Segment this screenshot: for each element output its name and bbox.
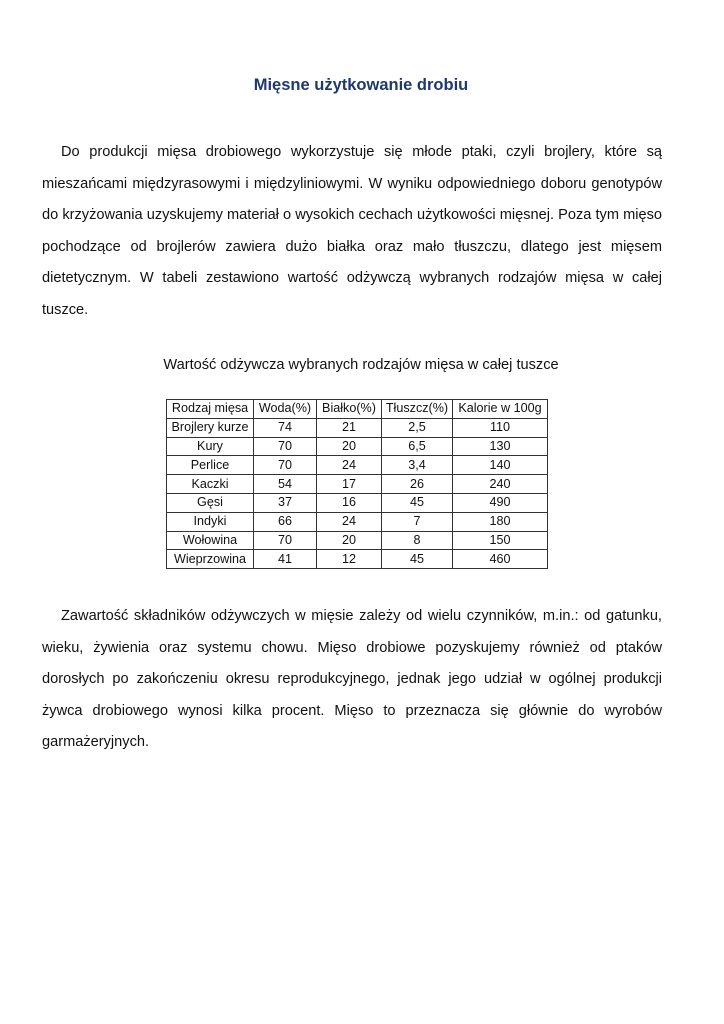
table-row [167,437,548,456]
cell-calories: 150 [453,531,548,550]
cell-protein: 21 [317,418,382,437]
table-row [167,550,548,569]
cell-meat-type: Gęsi [167,493,254,512]
cell-protein: 24 [317,512,382,531]
header-fat: Tłuszcz(%) [382,400,453,419]
cell-calories: 110 [453,418,548,437]
cell-meat-type: Wołowina [167,531,254,550]
table-row [167,512,548,531]
cell-calories: 240 [453,475,548,494]
cell-water: 70 [254,456,317,475]
table-row [167,456,548,475]
cell-protein: 16 [317,493,382,512]
table-header-row [167,400,548,419]
cell-calories: 130 [453,437,548,456]
cell-meat-type: Perlice [167,456,254,475]
cell-fat: 6,5 [382,437,453,456]
cell-meat-type: Kaczki [167,475,254,494]
table-row [167,493,548,512]
cell-fat: 8 [382,531,453,550]
cell-fat: 3,4 [382,456,453,475]
cell-water: 70 [254,437,317,456]
cell-protein: 12 [317,550,382,569]
table-row [167,418,548,437]
cell-fat: 45 [382,550,453,569]
cell-water: 37 [254,493,317,512]
cell-calories: 180 [453,512,548,531]
cell-protein: 20 [317,531,382,550]
cell-meat-type: Indyki [167,512,254,531]
intro-paragraph: Do produkcji mięsa drobiowego wykorzystuje się młode ptaki, czyli brojlery, które są mieszańcami międzyrasowymi i międzyliniowymi. W wyniku odpowiedniego doboru genotypów do krzyżowania uzyskujemy materiał o wysokich cechach użytkowości mięsnej. Poza tym mięso pochodzące od brojlerów zawiera dużo białka oraz mało tłuszczu, dlatego jest mięsem dietetycznym. W tabeli zestawiono wartość odżywczą wybranych rodzajów mięsa w całej tuszce. [42,144,662,318]
closing-paragraph: Zawartość składników odżywczych w mięsie zależy od wielu czynników, m.in.: od gatunku, wieku, żywienia oraz systemu chowu. Mięso drobiowe pozyskujemy również od ptaków dorosłych po zakończeniu okresu reprodukcyjnego, jednak jego udział w ogólnej produkcji żywca drobiowego wynosi kilka procent. Mięso to przeznacza się głównie do wyrobów garmażeryjnych. [42,608,662,750]
header-protein: Białko(%) [317,400,382,419]
header-meat-type: Rodzaj mięsa [167,400,254,419]
cell-water: 41 [254,550,317,569]
cell-fat: 2,5 [382,418,453,437]
table-row [167,531,548,550]
table-caption: Wartość odżywcza wybranych rodzajów mięsa w całej tuszce [163,357,559,373]
cell-protein: 20 [317,437,382,456]
cell-water: 70 [254,531,317,550]
header-water: Woda(%) [254,400,317,419]
cell-water: 74 [254,418,317,437]
cell-meat-type: Brojlery kurze [167,418,254,437]
cell-meat-type: Kury [167,437,254,456]
cell-water: 66 [254,512,317,531]
cell-water: 54 [254,475,317,494]
cell-protein: 17 [317,475,382,494]
cell-protein: 24 [317,456,382,475]
cell-fat: 7 [382,512,453,531]
cell-calories: 460 [453,550,548,569]
header-calories: Kalorie w 100g [453,400,548,419]
cell-fat: 26 [382,475,453,494]
table-row [167,475,548,494]
cell-meat-type: Wieprzowina [167,550,254,569]
cell-calories: 490 [453,493,548,512]
page-title: Mięsne użytkowanie drobiu [253,76,469,94]
cell-calories: 140 [453,456,548,475]
cell-fat: 45 [382,493,453,512]
nutrition-table [166,399,548,569]
